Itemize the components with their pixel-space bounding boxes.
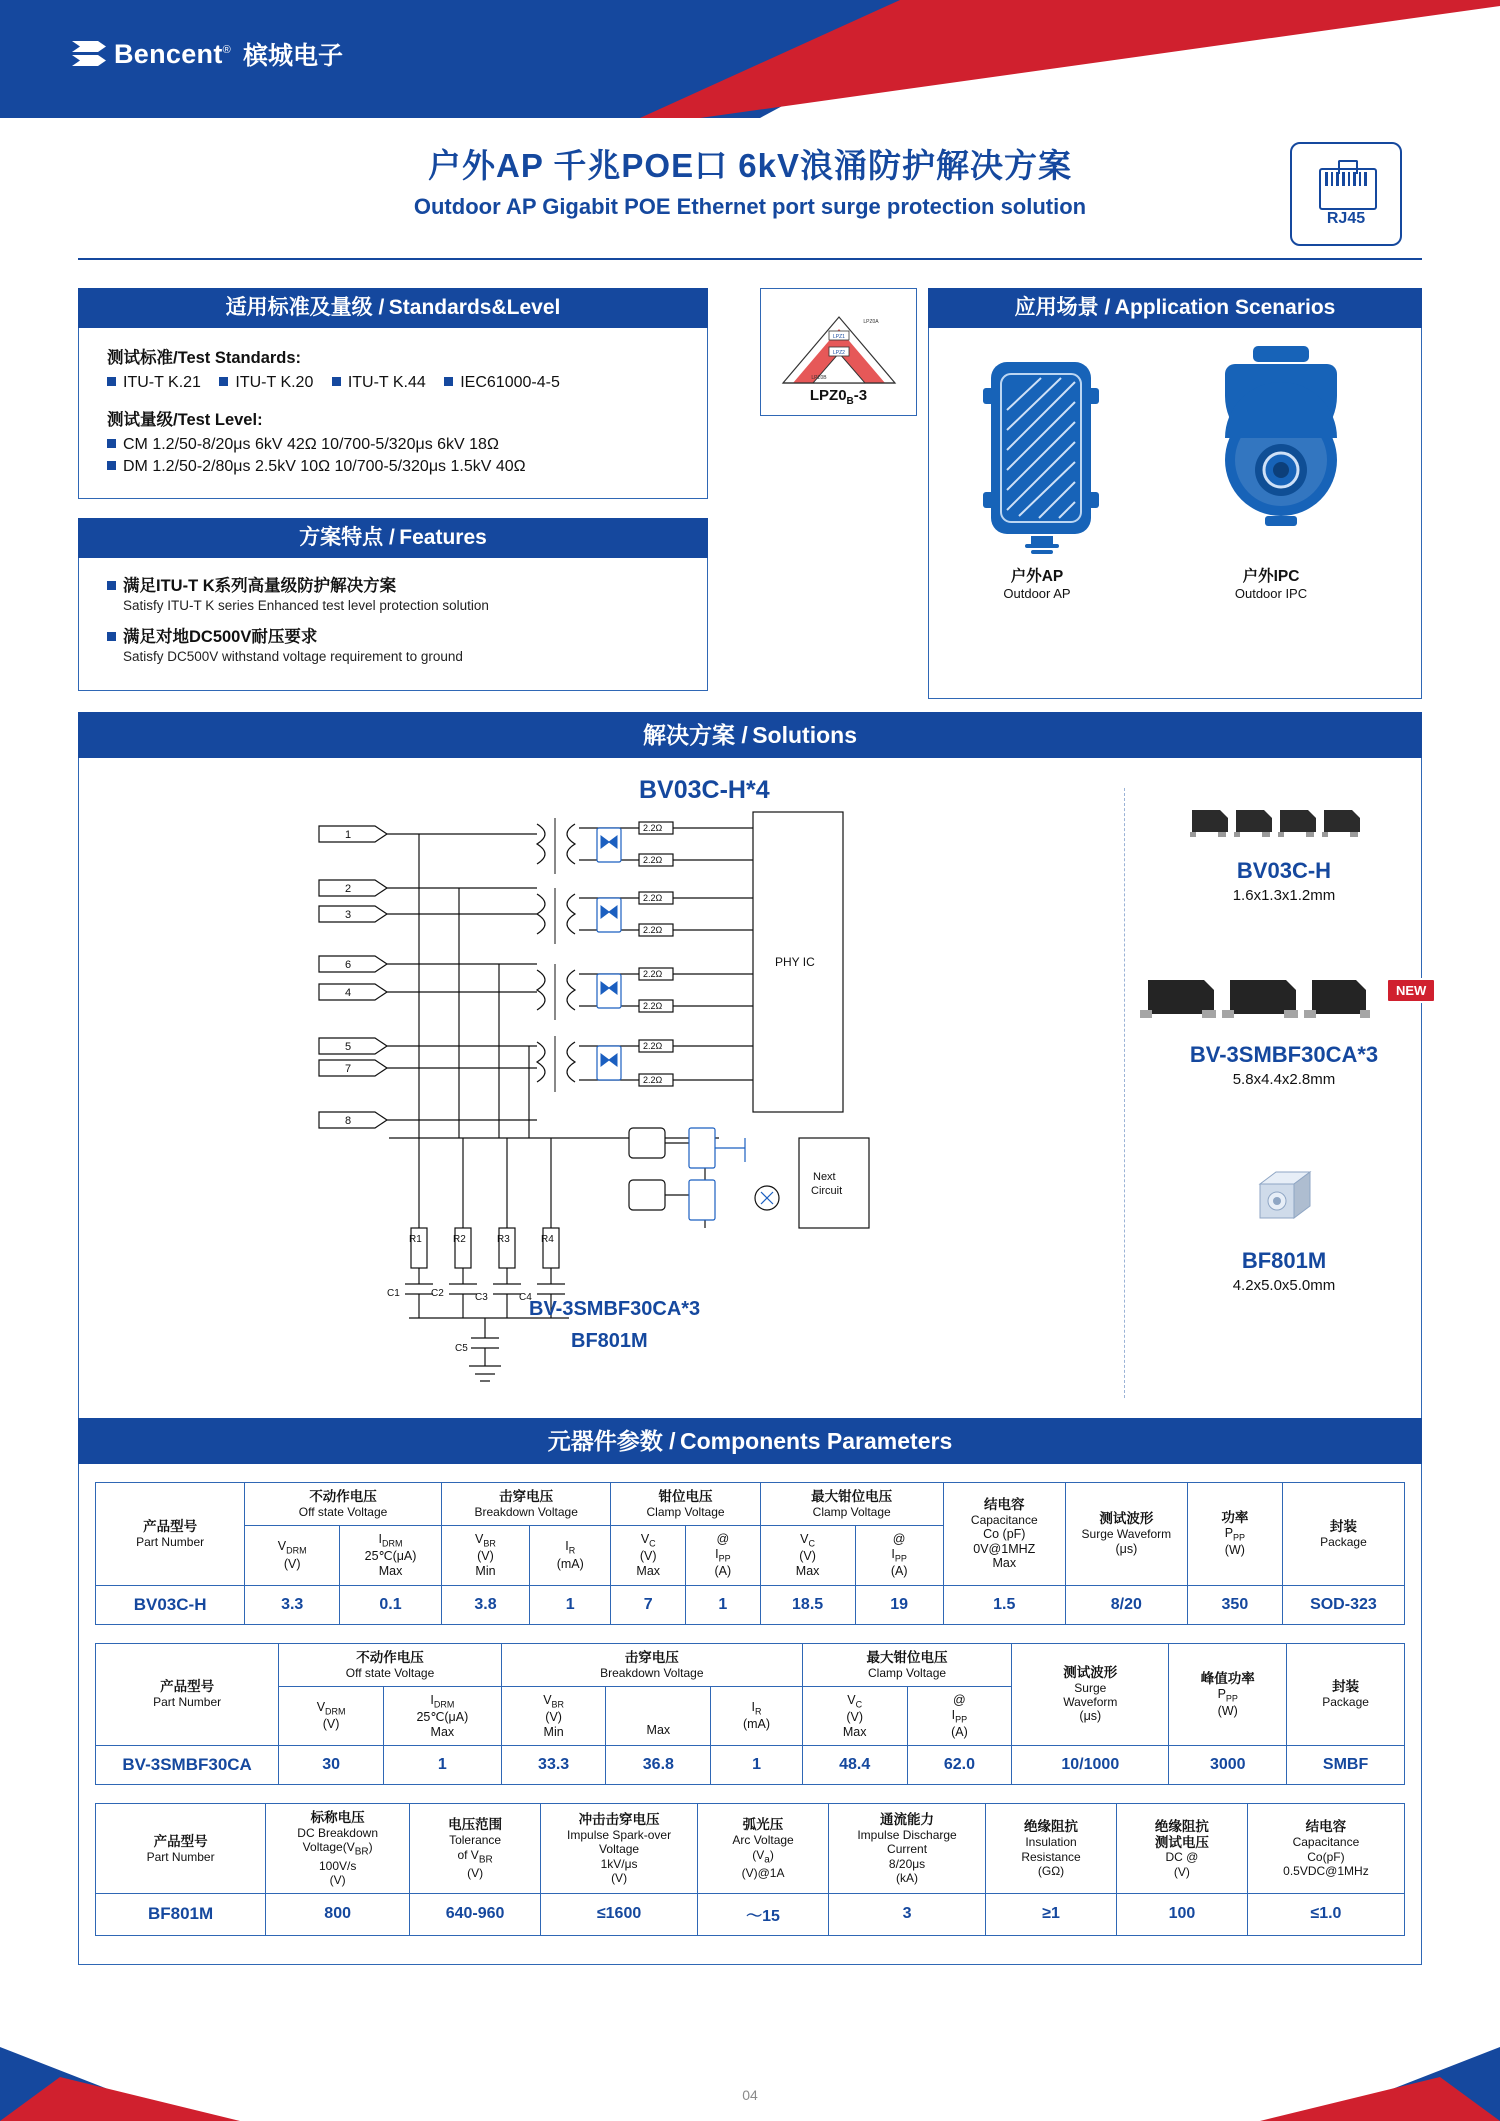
th-idrm: $I_{DRM}$ 25℃(μA) Max (340, 1526, 442, 1586)
svg-text:2.2Ω: 2.2Ω (643, 1001, 663, 1011)
th-capacitance: 结电容 Capacitance Co (pF) 0V@1MHZ Max (943, 1483, 1065, 1586)
svg-text:1: 1 (345, 829, 352, 841)
new-badge: NEW (1386, 978, 1436, 1003)
logo-mark-icon (72, 39, 106, 69)
solutions-header (78, 712, 1422, 758)
lpz-graph (779, 313, 899, 387)
application-header (928, 288, 1422, 328)
cell-idrm: 0.1 (340, 1585, 442, 1624)
part-name-1: BV-3SMBF30CA*3 (1189, 1042, 1379, 1067)
th3-arc-voltage: 弧光压 Arc Voltage $(V_a)$ (V)@1A (698, 1804, 829, 1894)
brand-registered: ® (222, 43, 232, 56)
table-row (96, 1585, 1405, 1624)
th-vc1: $V_C$ (V) Max (611, 1526, 686, 1586)
svg-text:C2: C2 (431, 1288, 444, 1299)
part-card-smbf (1119, 970, 1449, 1088)
cell2-vbr-max: 36.8 (606, 1746, 711, 1785)
th-ipp2: @ $I_{PP}$ (A) (855, 1526, 943, 1586)
cell-power: 350 (1187, 1585, 1282, 1624)
svg-text:3: 3 (345, 909, 352, 921)
svg-text:C4: C4 (519, 1292, 532, 1303)
application-panel (928, 288, 1422, 699)
solutions-divider (1124, 788, 1125, 1398)
outdoor-ipc-illustration (1191, 342, 1371, 552)
test-standard-0: ITU-T K.21 (123, 374, 201, 391)
th3-impulse-sparkover: 冲击击穿电压 Impulse Spark-over Voltage 1kV/μs (V) (541, 1804, 698, 1894)
test-level-0: CM 1.2/50-8/20μs 6kV 42Ω 10/700-5/320μs 6kV 18Ω (123, 436, 499, 453)
cell3-sparkover: ≤1600 (541, 1893, 698, 1935)
cell2-ipp: 62.0 (907, 1746, 1012, 1785)
brand-name-cn: 槟城电子 (243, 42, 344, 70)
svg-text:6: 6 (345, 959, 352, 971)
th3-tolerance: 电压范围 Tolerance of $V_{BR}$ (V) (410, 1804, 541, 1894)
th-ir: $I_R$ (mA) (530, 1526, 611, 1586)
cell2-vbr-min: 33.3 (501, 1746, 606, 1785)
page-number: 04 (742, 2087, 758, 2103)
svg-text:LPZ2: LPZ2 (832, 350, 845, 356)
solutions-header-cn: 解决方案 / (642, 722, 748, 748)
cell2-ir: 1 (711, 1746, 803, 1785)
features-panel (78, 518, 708, 691)
table-header-row (96, 1643, 1405, 1686)
cell2-part-number: BV-3SMBF30CA (96, 1746, 279, 1785)
test-standard-3: IEC61000-4-5 (460, 374, 560, 391)
cell2-peak-power: 3000 (1169, 1746, 1287, 1785)
th-clamp-voltage: 钳位电压 Clamp Voltage (611, 1483, 760, 1526)
lpz-curve-icon (779, 313, 899, 387)
th2-vbr-min: $V_{BR}$ (V) Min (501, 1686, 606, 1746)
th3-insulation-test-voltage: 绝缘阻抗 测试电压 DC @ (V) (1116, 1804, 1247, 1894)
cell-vdrm: 3.3 (245, 1585, 340, 1624)
cell3-dc-breakdown: 800 (266, 1893, 410, 1935)
parameters-table-1 (95, 1482, 1405, 1625)
th2-idrm: $I_{DRM}$ 25℃(μA) Max (383, 1686, 501, 1746)
solutions-body (78, 758, 1427, 1429)
th-part-number: 产品型号 Part Number (96, 1483, 245, 1586)
part-size-1: 5.8x4.4x2.8mm (1232, 1071, 1336, 1088)
th-ipp1: @ $I_{PP}$ (A) (686, 1526, 761, 1586)
svg-text:Circuit: Circuit (811, 1185, 843, 1197)
features-header-cn: 方案特点 / (299, 526, 395, 549)
svg-text:2: 2 (345, 883, 352, 895)
th2-ir: $I_R$ (mA) (711, 1686, 803, 1746)
feature-0-en: Satisfy ITU-T K series Enhanced test level protection solution (123, 598, 489, 613)
svg-text:4: 4 (345, 987, 352, 999)
test-standard-1: ITU-T K.20 (235, 374, 314, 391)
cell-vc2: 18.5 (760, 1585, 855, 1624)
svg-text:R3: R3 (497, 1234, 510, 1245)
smbf-package-icon (1134, 970, 1384, 1030)
cell-part-number: BV03C-H (96, 1585, 245, 1624)
table-row (96, 1746, 1405, 1785)
th2-off-state-voltage: 不动作电压 Off state Voltage (279, 1643, 502, 1686)
th-power: 功率 $P_{PP}$ (W) (1187, 1483, 1282, 1586)
cell3-discharge-current: 3 (829, 1893, 986, 1935)
lpz-label: $LPZ0_B-3$ (809, 387, 868, 407)
svg-text:2.2Ω: 2.2Ω (643, 1075, 663, 1085)
parameters-table-3 (95, 1803, 1405, 1936)
test-standards-label: 测试标准/Test Standards: (107, 349, 302, 367)
svg-text:8: 8 (345, 1115, 352, 1127)
test-level-1: DM 1.2/50-2/80μs 2.5kV 10Ω 10/700-5/320μs 1.5kV 40Ω (123, 458, 526, 475)
standards-panel (78, 288, 708, 499)
cell-waveform: 8/20 (1065, 1585, 1187, 1624)
sod323-package-icon (1184, 798, 1384, 844)
part-card-bf801m (1149, 1158, 1419, 1294)
table-row (96, 1893, 1405, 1935)
components-body (78, 1464, 1422, 1965)
components-header-en: Components Parameters (679, 1428, 953, 1454)
rj45-icon (1319, 160, 1373, 206)
th-vbr: $V_{BR}$ (V) Min (441, 1526, 529, 1586)
svg-text:5: 5 (345, 1041, 352, 1053)
caption-outdoor-ap: 户外AP Outdoor AP (1003, 568, 1071, 601)
caption-outdoor-ipc: 户外IPC Outdoor IPC (1234, 568, 1308, 601)
cell-package: SOD-323 (1282, 1585, 1404, 1624)
svg-text:2.2Ω: 2.2Ω (643, 893, 663, 903)
outdoor-ap-illustration (957, 348, 1127, 558)
part-size-2: 4.2x5.0x5.0mm (1232, 1277, 1336, 1294)
components-header (78, 1418, 1422, 1464)
part-name-0: BV03C-H (1236, 858, 1332, 883)
test-standards-list (107, 374, 685, 392)
svg-text:2.2Ω: 2.2Ω (643, 969, 663, 979)
cell-ipp1: 1 (686, 1585, 761, 1624)
cell2-package: SMBF (1287, 1746, 1405, 1785)
th-breakdown-voltage: 击穿电压 Breakdown Voltage (441, 1483, 611, 1526)
feature-1-en: Satisfy DC500V withstand voltage requirement to ground (123, 649, 463, 664)
th2-peak-power: 峰值功率 $P_{PP}$ (W) (1169, 1643, 1287, 1746)
brand-logo (72, 36, 343, 72)
lpz-diagram-panel (760, 288, 917, 416)
svg-text:R2: R2 (453, 1234, 466, 1245)
cell-capacitance: 1.5 (943, 1585, 1065, 1624)
svg-text:LPZ1: LPZ1 (832, 334, 845, 340)
schematic-label-smbf: BV-3SMBF30CA*3 (529, 1298, 701, 1320)
test-level-1-row (107, 458, 685, 476)
page-header (0, 0, 1500, 118)
solutions-panel (78, 712, 1427, 1429)
cell3-arc-voltage: ～15 (698, 1893, 829, 1935)
svg-text:2.2Ω: 2.2Ω (643, 823, 663, 833)
application-body (928, 328, 1422, 699)
table-header-row (96, 1804, 1405, 1894)
cell2-vc: 48.4 (802, 1746, 907, 1785)
cell2-waveform: 10/1000 (1012, 1746, 1169, 1785)
cell3-insulation-voltage: 100 (1116, 1893, 1247, 1935)
th2-surge-waveform: 测试波形 Surge Waveform (μs) (1012, 1643, 1169, 1746)
part-name-2: BF801M (1241, 1248, 1327, 1273)
components-panel (78, 1418, 1422, 1965)
page-title: 户外AP 千兆POE口 6kV浪涌防护解决方案 (428, 147, 1072, 184)
th2-breakdown-voltage: 击穿电压 Breakdown Voltage (501, 1643, 802, 1686)
svg-text:Next: Next (813, 1171, 836, 1183)
solutions-header-en: Solutions (752, 722, 857, 748)
test-standard-2: ITU-T K.44 (347, 374, 426, 391)
th3-discharge-current: 通流能力 Impulse Discharge Current 8/20μs (kA) (829, 1804, 986, 1894)
feature-1-cn: 满足对地DC500V耐压要求 (123, 628, 318, 646)
cell2-idrm: 1 (383, 1746, 501, 1785)
th-vdrm: $V_{DRM}$ (V) (245, 1526, 340, 1586)
cell3-tolerance: 640-960 (410, 1893, 541, 1935)
th2-vdrm: $V_{DRM}$ (V) (279, 1686, 384, 1746)
feature-0-cn: 满足ITU-T K系列高量级防护解决方案 (123, 577, 397, 595)
th-max-clamp-voltage: 最大钳位电压 Clamp Voltage (760, 1483, 943, 1526)
th-vc2: $V_C$ (V) Max (760, 1526, 855, 1586)
application-header-cn: 应用场景 / (1014, 296, 1111, 319)
th-package: 封装 Package (1282, 1483, 1404, 1586)
part-size-0: 1.6x1.3x1.2mm (1232, 887, 1336, 904)
th3-capacitance: 结电容 Capacitance Co(pF) 0.5VDC@1MHz (1247, 1804, 1404, 1894)
application-header-en: Application Scenarios (1114, 296, 1336, 319)
brand-name: Bencent® (114, 38, 232, 69)
th2-clamp-voltage: 最大钳位电压 Clamp Voltage (802, 1643, 1011, 1686)
page-title-block (0, 140, 1500, 220)
standards-header (78, 288, 708, 328)
svg-text:C5: C5 (455, 1343, 468, 1354)
svg-text:PHY IC: PHY IC (775, 955, 815, 969)
standards-header-en: Standards&Level (388, 296, 561, 319)
title-divider (78, 258, 1422, 260)
parameters-table-2 (95, 1643, 1405, 1786)
test-level-0-row (107, 436, 685, 454)
schematic-title: BV03C-H*4 (639, 776, 770, 804)
th2-part-number: 产品型号 Part Number (96, 1643, 279, 1746)
standards-header-cn: 适用标准及量级 / (225, 296, 385, 319)
page-footer (0, 2029, 1500, 2121)
svg-text:7: 7 (345, 1063, 352, 1075)
cell-ipp2: 19 (855, 1585, 943, 1624)
th2-vbr-max: Max (606, 1686, 711, 1746)
svg-text:R1: R1 (409, 1234, 422, 1245)
th3-insulation-resistance: 绝缘阻抗 Insulation Resistance (GΩ) (986, 1804, 1117, 1894)
components-header-cn: 元器件参数 / (547, 1428, 676, 1454)
part-card-bv03ch (1149, 798, 1419, 904)
page-subtitle: Outdoor AP Gigabit POE Ethernet port surge protection solution (413, 194, 1087, 219)
th3-dc-breakdown: 标称电压 DC Breakdown $Voltage(V_{BR})$ 100V/s (V) (266, 1804, 410, 1894)
feature-item (107, 572, 685, 613)
cell2-vdrm: 30 (279, 1746, 384, 1785)
svg-text:2.2Ω: 2.2Ω (643, 855, 663, 865)
feature-item (107, 623, 685, 664)
svg-text:LPZ0B: LPZ0B (810, 375, 827, 381)
rj45-label: RJ45 (1326, 210, 1366, 227)
table-header-row (96, 1483, 1405, 1526)
svg-text:C3: C3 (475, 1292, 488, 1303)
test-level-label: 测试量级/Test Level: (107, 411, 263, 429)
cell3-capacitance: ≤1.0 (1247, 1893, 1404, 1935)
cell3-part-number: BF801M (96, 1893, 266, 1935)
svg-text:LPZ0A: LPZ0A (862, 319, 879, 325)
svg-text:C1: C1 (387, 1288, 400, 1299)
features-header (78, 518, 708, 558)
svg-text:2.2Ω: 2.2Ω (643, 1041, 663, 1051)
cell-ir: 1 (530, 1585, 611, 1624)
standards-body (78, 328, 708, 499)
cell-vbr: 3.8 (441, 1585, 529, 1624)
th3-part-number: 产品型号 Part Number (96, 1804, 266, 1894)
th2-package: 封装 Package (1287, 1643, 1405, 1746)
cell3-insulation-resistance: ≥1 (986, 1893, 1117, 1935)
th-off-state-voltage: 不动作电压 Off state Voltage (245, 1483, 442, 1526)
schematic-label-bf801m: BF801M (571, 1330, 648, 1352)
th-surge-waveform: 测试波形 Surge Waveform (μs) (1065, 1483, 1187, 1586)
gdt-package-icon (1244, 1158, 1324, 1238)
th2-vc: $V_C$ (V) Max (802, 1686, 907, 1746)
th2-ipp: @ $I_{PP}$ (A) (907, 1686, 1012, 1746)
cell-vc1: 7 (611, 1585, 686, 1624)
features-body (78, 558, 708, 691)
rj45-badge (1290, 142, 1402, 246)
features-header-en: Features (399, 526, 487, 549)
svg-text:R4: R4 (541, 1234, 554, 1245)
svg-text:2.2Ω: 2.2Ω (643, 925, 663, 935)
